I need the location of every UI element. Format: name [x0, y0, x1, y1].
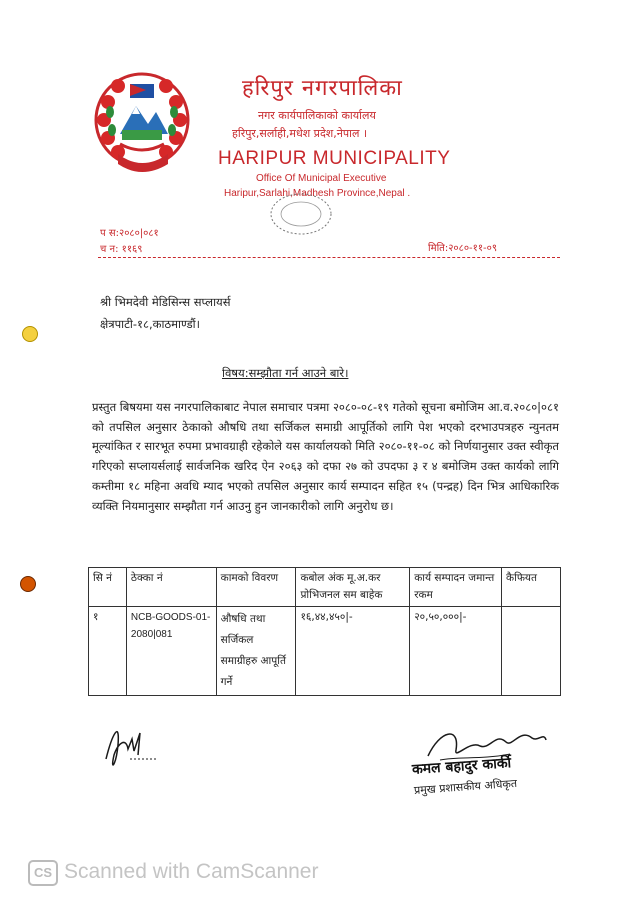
cell-work-description: औषधि तथा सर्जिकल समाग्रीहरु आपूर्ति गर्ने: [216, 607, 296, 696]
camscanner-logo-icon: CS: [28, 860, 58, 886]
recipient-address: क्षेत्रपाटी-१८,काठमाण्डौं।: [100, 317, 200, 331]
header-performance-guarantee: कार्य सम्पादन जमान्त रकम: [410, 568, 502, 607]
office-name-english: Office Of Municipal Executive: [256, 173, 387, 184]
header-work-description: कामको विवरण: [216, 568, 296, 607]
cell-sn: १: [89, 607, 127, 696]
recipient-name: श्री भिमदेवी मेडिसिन्स सप्लायर्स: [100, 295, 231, 309]
letter-body: प्रस्तुत बिषयमा यस नगरपालिकाबाट नेपाल समाचार पत्रमा २०८०-०८-१९ गतेको सूचना बमोजिम आ.व.२०८०|०८१ को तपसिल अनुसार ठेकाको औषधि तथा सर्जिकल समाग्री आपूर्तिको लागि पेश भएको दरभाउपत्रहरु न्युनतम मूल्यांकित र सारभूत रुपमा प्रभावग्राही रहेकोले यस कार्यालयको मिति २०८०-११-०८ को निर्णयानुसार उक्त स्वीकृत गरिएको सप्लायर्सलाई सार्वजनिक खरिद ऐन २०६३ को दफा २७ को उपदफा ३ र ४ बमोजिम उक्त कार्यको लागि कम्तीमा १८ महिना अवधि म्याद भएको तपसिल अनुसार कार्य सम्पादन सहित १५ (पन्द्रह) दिन भित्र आधिकारिक व्यक्ति नियमानुसार सम्झौता गर्न आउनु हुन जानकारीको लागि अनुरोध छ।: [92, 400, 559, 513]
municipality-emblem: [90, 68, 195, 180]
margin-mark-yellow: [22, 326, 38, 342]
cell-contract-no: NCB-GOODS-01-2080|081: [126, 607, 216, 696]
header-bid-amount: कबोल अंक मू.अ.कर प्रोभिजनल सम बाहेक: [296, 568, 410, 607]
camscanner-watermark: Scanned with CamScanner: [64, 860, 319, 883]
margin-mark-orange: [20, 576, 36, 592]
table-row: [89, 607, 561, 696]
office-name-nepali: नगर कार्यपालिकाको कार्यालय: [258, 109, 376, 122]
address-nepali: हरिपुर,सर्लाही,मधेश प्रदेश,नेपाल ।: [232, 127, 368, 140]
letter-subject: विषय:सम्झौता गर्न आउने बारे।: [222, 366, 349, 380]
chalani-number: च न: ११६९: [100, 244, 143, 255]
table-header-row: [89, 568, 561, 607]
header-contract-no: ठेक्का नं: [126, 568, 216, 607]
contract-table: [88, 567, 561, 696]
header-divider: [98, 257, 560, 258]
header-remarks: कैफियत: [502, 568, 561, 607]
cell-performance-guarantee: २०,५०,०००|-: [410, 607, 502, 696]
address-english: Haripur,Sarlahi,Madhesh Province,Nepal .: [224, 188, 411, 199]
header-sn: सि नं: [89, 568, 127, 607]
office-stamp: [266, 190, 336, 238]
municipality-name-english: HARIPUR MUNICIPALITY: [218, 148, 451, 169]
municipality-name-nepali: हरिपुर नगरपालिका: [242, 76, 403, 101]
handwritten-signature-left: [100, 715, 158, 775]
cell-bid-amount: १६,४४,४५०|-: [296, 607, 410, 696]
letter-date: मिति:२०८०-११-०९: [428, 243, 498, 254]
signatory-name: कमल बहादुर कार्की: [411, 755, 512, 778]
cell-remarks: [502, 607, 561, 696]
ps-number: प स:२०८०|०८१: [100, 228, 159, 239]
signatory-designation: प्रमुख प्रशासकीय अधिकृत: [413, 776, 518, 797]
